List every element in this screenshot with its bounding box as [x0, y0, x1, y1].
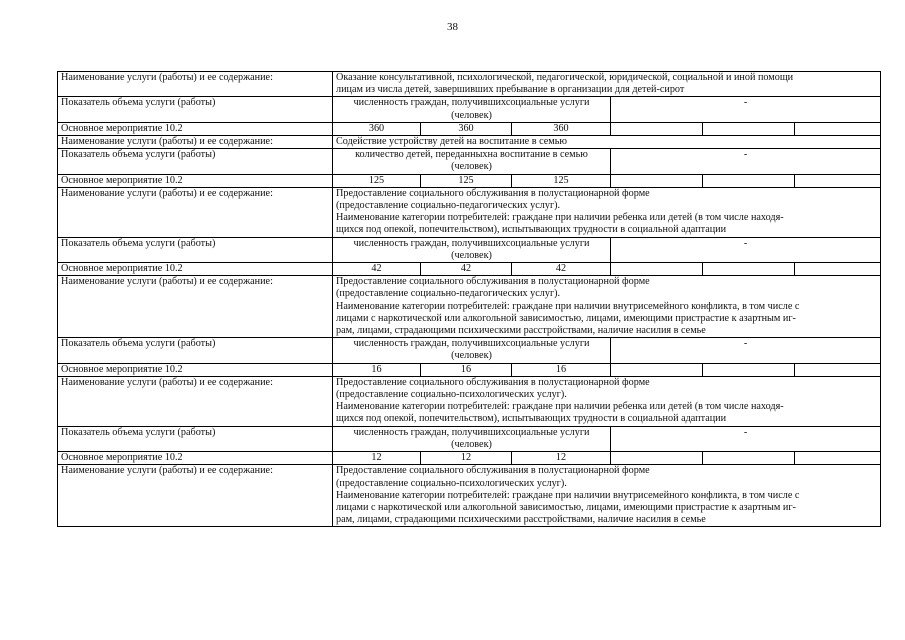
service-description — [333, 465, 881, 527]
value-cell: 16 — [512, 363, 611, 376]
value-cell: 12 — [421, 452, 512, 465]
dash-cell: - — [611, 426, 881, 451]
value-cell: 42 — [333, 263, 421, 276]
text-line: Наименование категории потребителей: граждане при наличии ребенка или детей (в том числе находя- — [336, 401, 784, 413]
text-line: Наименование категории потребителей: граждане при наличии ребенка или детей (в том числе находя- — [336, 212, 784, 224]
volume-indicator-value — [333, 338, 611, 363]
main-activity-row — [58, 363, 881, 376]
text-line: (предоставление социально-психологических услуг). — [336, 389, 567, 401]
service-name-row — [58, 136, 881, 149]
text-line: лицами с наркотической или алкогольной зависимостью, лицами, имеющими пристрастие к азартным иг- — [336, 501, 796, 513]
volume-indicator-value — [333, 97, 611, 122]
page-number: 38 — [447, 21, 458, 33]
table-body — [58, 72, 881, 527]
empty-cell — [795, 263, 881, 276]
text-line: лицами с наркотической или алкогольной зависимостью, лицами, имеющими пристрастие к азартным иг- — [336, 312, 796, 324]
empty-cell — [703, 122, 795, 135]
empty-cell — [611, 263, 703, 276]
volume-indicator-row — [58, 237, 881, 262]
value-cell: 360 — [333, 122, 421, 135]
volume-indicator-label: Показатель объема услуги (работы) — [58, 149, 333, 174]
text-line: численность граждан, получивших — [353, 237, 506, 249]
service-name-row — [58, 187, 881, 237]
service-description — [333, 276, 881, 338]
value-cell: 42 — [512, 263, 611, 276]
service-name-row — [58, 465, 881, 527]
service-name-label: Наименование услуги (работы) и ее содержание: — [58, 136, 333, 149]
value-cell: 360 — [512, 122, 611, 135]
service-description — [333, 376, 881, 426]
volume-indicator-value — [333, 426, 611, 451]
text-line: Предоставление социального обслуживания в полустационарной форме — [336, 187, 650, 199]
text-line: Предоставление социального обслуживания в полустационарной форме — [336, 465, 650, 477]
empty-cell — [611, 174, 703, 187]
text-line: Содействие устройству детей на воспитание в семью — [336, 136, 567, 148]
text-line: Предоставление социального обслуживания в полустационарной форме — [336, 376, 650, 388]
main-activity-row — [58, 263, 881, 276]
service-name-label: Наименование услуги (работы) и ее содержание: — [58, 72, 333, 97]
text-line: Наименование категории потребителей: граждане при наличии внутрисемейного конфликта, в том числе с — [336, 300, 800, 312]
volume-indicator-row — [58, 426, 881, 451]
text-line: Оказание консультативной, психологической, педагогической, юридической, социальной и иной помощи — [336, 72, 794, 83]
volume-indicator-value — [333, 237, 611, 262]
volume-indicator-row — [58, 149, 881, 174]
text-line: социальные услуги (человек) — [451, 338, 590, 362]
value-cell: 125 — [421, 174, 512, 187]
text-line: численность граждан, получивших — [353, 97, 506, 109]
volume-indicator-label: Показатель объема услуги (работы) — [58, 237, 333, 262]
value-cell: 16 — [333, 363, 421, 376]
value-cell: 12 — [512, 452, 611, 465]
value-cell: 125 — [333, 174, 421, 187]
value-cell: 360 — [421, 122, 512, 135]
service-name-row — [58, 72, 881, 97]
service-description — [333, 72, 881, 97]
value-cell: 12 — [333, 452, 421, 465]
empty-cell — [795, 363, 881, 376]
empty-cell — [795, 174, 881, 187]
service-name-label: Наименование услуги (работы) и ее содержание: — [58, 465, 333, 527]
dash-cell: - — [611, 149, 881, 174]
service-description — [333, 187, 881, 237]
service-name-row — [58, 376, 881, 426]
text-line: на воспитание в семью (человек) — [451, 149, 588, 173]
text-line: Наименование категории потребителей: граждане при наличии внутрисемейного конфликта, в том числе с — [336, 489, 800, 501]
text-line: рам, лицами, страдающими психическими расстройствами, наличие насилия в семье — [336, 325, 706, 337]
text-line: количество детей, переданных — [355, 149, 488, 161]
main-activity-label: Основное мероприятие 10.2 — [58, 452, 333, 465]
empty-cell — [611, 122, 703, 135]
value-cell: 16 — [421, 363, 512, 376]
empty-cell — [611, 452, 703, 465]
main-activity-label: Основное мероприятие 10.2 — [58, 174, 333, 187]
main-activity-label: Основное мероприятие 10.2 — [58, 122, 333, 135]
dash-cell: - — [611, 237, 881, 262]
empty-cell — [703, 363, 795, 376]
text-line: лицам из числа детей, завершивших пребывание в организации для детей-сирот — [336, 84, 685, 96]
main-activity-row — [58, 174, 881, 187]
service-name-label: Наименование услуги (работы) и ее содержание: — [58, 276, 333, 338]
dash-cell: - — [611, 97, 881, 122]
main-activity-label: Основное мероприятие 10.2 — [58, 263, 333, 276]
text-line: численность граждан, получивших — [353, 338, 506, 350]
text-line: Предоставление социального обслуживания в полустационарной форме — [336, 276, 650, 288]
text-line: социальные услуги (человек) — [451, 426, 590, 450]
empty-cell — [703, 452, 795, 465]
volume-indicator-label: Показатель объема услуги (работы) — [58, 338, 333, 363]
service-name-label: Наименование услуги (работы) и ее содержание: — [58, 376, 333, 426]
dash-cell: - — [611, 338, 881, 363]
volume-indicator-row — [58, 338, 881, 363]
value-cell: 125 — [512, 174, 611, 187]
service-description — [333, 136, 881, 149]
services-table — [57, 71, 881, 527]
text-line: щихся под опекой, попечительством), испытывающих трудности в социальной адаптации — [336, 224, 727, 236]
empty-cell — [611, 363, 703, 376]
empty-cell — [703, 263, 795, 276]
volume-indicator-label: Показатель объема услуги (работы) — [58, 426, 333, 451]
volume-indicator-value — [333, 149, 611, 174]
volume-indicator-row — [58, 97, 881, 122]
service-name-label: Наименование услуги (работы) и ее содержание: — [58, 187, 333, 237]
text-line: (предоставление социально-педагогических услуг). — [336, 200, 561, 212]
text-line: (предоставление социально-психологических услуг). — [336, 477, 567, 489]
text-line: щихся под опекой, попечительством), испытывающих трудности в социальной адаптации — [336, 413, 727, 425]
empty-cell — [703, 174, 795, 187]
empty-cell — [795, 452, 881, 465]
empty-cell — [795, 122, 881, 135]
text-line: (предоставление социально-педагогических услуг). — [336, 288, 561, 300]
main-activity-label: Основное мероприятие 10.2 — [58, 363, 333, 376]
main-activity-row — [58, 452, 881, 465]
volume-indicator-label: Показатель объема услуги (работы) — [58, 97, 333, 122]
text-line: численность граждан, получивших — [353, 426, 506, 438]
service-name-row — [58, 276, 881, 338]
main-activity-row — [58, 122, 881, 135]
value-cell: 42 — [421, 263, 512, 276]
text-line: рам, лицами, страдающими психическими расстройствами, наличие насилия в семье — [336, 514, 706, 526]
text-line: социальные услуги (человек) — [451, 97, 590, 121]
text-line: социальные услуги (человек) — [451, 237, 590, 261]
